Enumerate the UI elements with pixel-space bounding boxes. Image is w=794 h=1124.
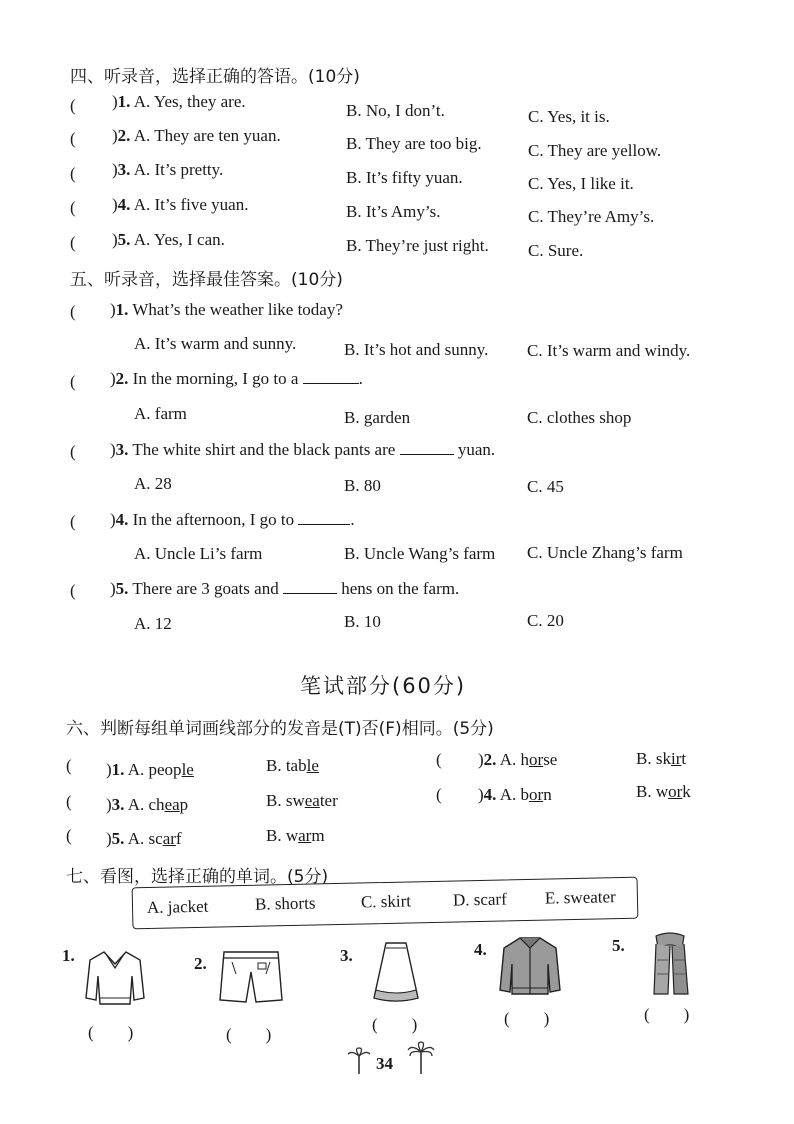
question-number: 5. — [115, 579, 129, 598]
answer-paren[interactable]: ( — [66, 792, 72, 811]
picture-answer-paren[interactable]: ( ) — [372, 1015, 418, 1034]
answer-paren[interactable]: ( — [70, 198, 76, 217]
question-number: 5. — [117, 230, 131, 249]
item-number: 5. — [612, 936, 625, 955]
question-number: 4. — [483, 785, 497, 804]
answer-paren[interactable]: ( — [70, 129, 76, 148]
question-number: 2. — [117, 126, 131, 145]
word-b-text: B. w — [266, 826, 299, 845]
word-a: A. b — [499, 785, 530, 804]
question-row: )2. A. They are ten yuan. — [112, 126, 281, 145]
question-row: )5. A. Yes, I can. — [112, 230, 225, 249]
item-number: 4. — [474, 940, 487, 959]
option-c: C. Yes, it is. — [528, 107, 610, 126]
word-b-text: B. tab — [266, 756, 307, 775]
stem-text: . — [350, 510, 355, 529]
underlined-part: or — [529, 750, 544, 769]
word-bank-item: C. skirt — [360, 891, 412, 912]
option-c: C. They are yellow. — [528, 141, 662, 160]
section4-title: 四、听录音，选择正确的答语。(10分) — [70, 67, 360, 87]
stem-text: yuan. — [457, 440, 496, 459]
option-b: B. 10 — [344, 612, 381, 631]
option-c: C. 20 — [527, 611, 564, 630]
question-row: )1. A. people — [106, 760, 194, 779]
answer-paren[interactable]: ( — [70, 233, 76, 252]
underlined-part: le — [181, 760, 194, 779]
word-bank-item: B. shorts — [254, 893, 316, 914]
question-number: 5. — [111, 829, 125, 848]
picture-answer-paren[interactable]: ( ) — [88, 1023, 134, 1042]
question-number: 3. — [115, 440, 129, 459]
page-number: 34 — [376, 1054, 393, 1073]
item-number: 1. — [62, 946, 75, 965]
option-b: B. They are too big. — [346, 134, 482, 153]
word-b — [266, 791, 338, 811]
question-number: 2. — [115, 369, 129, 388]
option-a: A. They are ten yuan. — [133, 126, 281, 145]
answer-paren[interactable]: ( — [66, 756, 72, 775]
answer-paren[interactable]: ( — [70, 442, 76, 461]
word-a: f — [175, 829, 182, 848]
answer-paren[interactable]: ( — [436, 750, 442, 769]
word-a: p — [179, 795, 189, 814]
question-row: )3. A. cheap — [106, 795, 189, 814]
picture-answer-paren[interactable]: ( ) — [504, 1009, 550, 1028]
question-number: 3. — [111, 795, 125, 814]
underlined-part: ea — [304, 791, 320, 810]
palm-left-icon — [346, 1046, 372, 1076]
picture-answer-paren[interactable]: ( ) — [226, 1025, 272, 1044]
sweater-icon — [84, 948, 146, 1010]
question-row: )1. A. Yes, they are. — [112, 92, 246, 111]
question-stem: )1. What’s the weather like today? — [110, 300, 343, 319]
underlined-part: ir — [670, 749, 682, 768]
option-c: C. clothes shop — [527, 408, 632, 427]
answer-blank[interactable] — [283, 579, 337, 594]
question-stem: )2. In the morning, I go to a . — [110, 369, 363, 388]
underlined-part: ea — [164, 795, 180, 814]
word-b-text: B. sw — [266, 791, 305, 810]
skirt-icon — [372, 940, 420, 1006]
section6-title: 六、判断每组单词画线部分的发音是(T)否(F)相同。(5分) — [66, 719, 494, 739]
question-number: 4. — [117, 195, 131, 214]
question-row: )5. A. scarf — [106, 829, 182, 848]
answer-blank[interactable] — [303, 369, 359, 384]
written-part-heading: 笔试部分(60分) — [300, 674, 467, 698]
option-a: A. farm — [134, 404, 187, 423]
option-c: C. 45 — [527, 477, 564, 496]
palm-right-icon — [406, 1040, 436, 1076]
option-c: C. Yes, I like it. — [528, 174, 634, 193]
answer-paren[interactable]: ( — [70, 372, 76, 391]
word-bank-item: A. jacket — [146, 896, 209, 917]
option-a: A. Yes, they are. — [133, 92, 246, 111]
answer-paren[interactable]: ( — [66, 826, 72, 845]
word-a: se — [543, 750, 558, 769]
word-b-text: ter — [319, 791, 338, 810]
section7-title: 七、看图，选择正确的单词。(5分) — [66, 867, 329, 887]
stem-text: . — [358, 369, 363, 388]
underlined-part: or — [668, 782, 683, 801]
question-row: )4. A. It’s five yuan. — [112, 195, 249, 214]
option-a: A. 28 — [134, 474, 172, 493]
word-a: A. peop — [127, 760, 182, 779]
option-c: C. It’s warm and windy. — [527, 341, 691, 360]
word-b — [266, 826, 325, 846]
question-number: 4. — [115, 510, 129, 529]
answer-blank[interactable] — [400, 440, 454, 455]
option-b: B. It’s fifty yuan. — [346, 168, 463, 187]
word-b-text: m — [311, 826, 325, 845]
word-b-text: k — [682, 782, 691, 801]
word-bank-item: D. scarf — [452, 889, 507, 910]
underlined-part: ar — [162, 829, 176, 848]
question-row: )2. A. horse — [478, 750, 558, 769]
question-number: 3. — [117, 160, 131, 179]
item-number: 3. — [340, 946, 353, 965]
scarf-icon — [648, 930, 692, 1000]
shorts-icon — [218, 948, 284, 1006]
answer-blank[interactable] — [298, 510, 350, 525]
option-c: C. Sure. — [528, 241, 584, 260]
word-b-text: B. w — [636, 782, 669, 801]
question-stem: )4. In the afternoon, I go to . — [110, 510, 355, 529]
option-a: A. It’s pretty. — [133, 160, 224, 179]
option-c: C. They’re Amy’s. — [528, 207, 655, 226]
answer-paren[interactable]: ( — [70, 96, 76, 115]
answer-paren[interactable]: ( — [436, 785, 442, 804]
stem-text: The white shirt and the black pants are — [132, 440, 396, 459]
picture-answer-paren[interactable]: ( ) — [644, 1005, 690, 1024]
option-a: A. 12 — [134, 614, 172, 633]
word-b — [636, 782, 691, 802]
option-b: B. It’s Amy’s. — [346, 202, 441, 221]
word-a: n — [543, 785, 552, 804]
underlined-part: or — [529, 785, 544, 804]
underlined-part: ar — [298, 826, 312, 845]
word-b — [266, 756, 319, 776]
answer-paren[interactable]: ( — [70, 164, 76, 183]
question-number: 1. — [111, 760, 125, 779]
stem-text: In the afternoon, I go to — [132, 510, 295, 529]
option-c: C. Uncle Zhang’s farm — [527, 543, 683, 562]
question-number: 1. — [115, 300, 129, 319]
word-a: A. ch — [127, 795, 165, 814]
underlined-part: le — [306, 756, 319, 775]
word-b-text: t — [681, 749, 687, 768]
option-a: A. Yes, I can. — [133, 230, 225, 249]
word-a: A. h — [499, 750, 530, 769]
stem-text: In the morning, I go to a — [132, 369, 299, 388]
question-stem: )5. There are 3 goats and hens on the farm. — [110, 579, 460, 598]
section5-title: 五、听录音，选择最佳答案。(10分) — [70, 270, 343, 290]
stem-text: There are 3 goats and — [132, 579, 279, 598]
word-a: A. sc — [127, 829, 163, 848]
option-b: B. garden — [344, 408, 411, 427]
option-a: A. It’s warm and sunny. — [134, 334, 297, 353]
word-b — [636, 749, 686, 769]
option-b: B. Uncle Wang’s farm — [344, 544, 496, 563]
question-number: 1. — [117, 92, 131, 111]
word-b-text: B. sk — [636, 749, 671, 768]
jacket-icon — [498, 934, 562, 998]
question-row: )3. A. It’s pretty. — [112, 160, 224, 179]
word-bank-item: E. sweater — [544, 887, 616, 908]
question-row: )4. A. born — [478, 785, 552, 804]
option-b: B. No, I don’t. — [346, 101, 445, 120]
stem-text: hens on the farm. — [341, 579, 460, 598]
item-number: 2. — [194, 954, 207, 973]
answer-paren[interactable]: ( — [70, 512, 76, 531]
option-b: B. 80 — [344, 476, 381, 495]
question-stem: )3. The white shirt and the black pants are yuan. — [110, 440, 496, 459]
answer-paren[interactable]: ( — [70, 302, 76, 321]
answer-paren[interactable]: ( — [70, 581, 76, 600]
option-a: A. It’s five yuan. — [133, 195, 249, 214]
stem-text: What’s the weather like today? — [132, 300, 343, 319]
option-a: A. Uncle Li’s farm — [134, 544, 263, 563]
question-number: 2. — [483, 750, 497, 769]
option-b: B. It’s hot and sunny. — [344, 340, 489, 359]
option-b: B. They’re just right. — [346, 236, 489, 255]
